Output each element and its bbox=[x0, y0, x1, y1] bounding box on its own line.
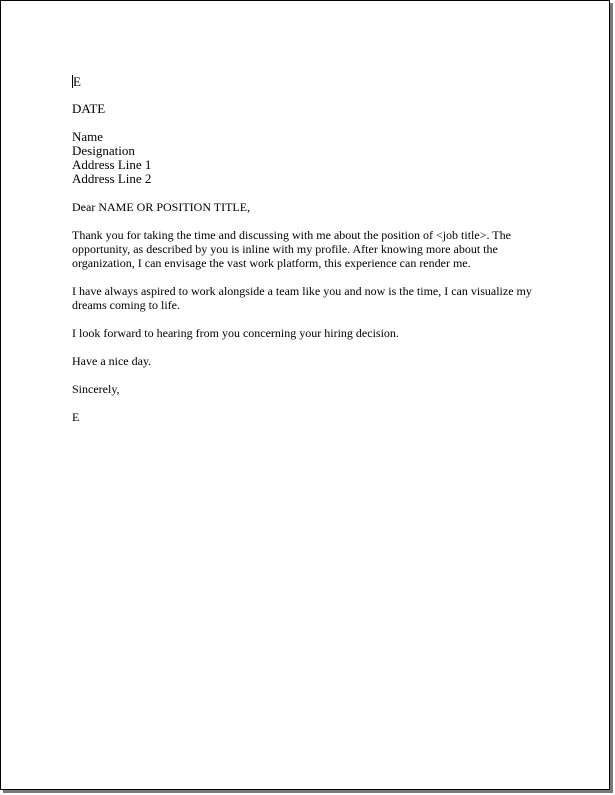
salutation: Dear NAME OR POSITION TITLE, bbox=[72, 200, 251, 214]
recipient-address-line-2: Address Line 2 bbox=[72, 171, 152, 186]
paragraph-thank-you: Thank you for taking the time and discussing with me about the position of <job title>. The opportunity, as described by you is inline with my profile. After knowing more about the organization, I can envisage the vast work platform, this experience can render me. bbox=[72, 228, 511, 270]
header-initial-line bbox=[72, 75, 542, 89]
recipient-designation: Designation bbox=[72, 143, 135, 158]
recipient-block bbox=[72, 130, 542, 186]
paragraph-aspiration: I have always aspired to work alongside a team like you and now is the time, I can visualize my dreams coming to life. bbox=[72, 284, 532, 312]
paragraph-nice-day: Have a nice day. bbox=[72, 354, 152, 368]
paragraph-look-forward: I look forward to hearing from you concerning your hiring decision. bbox=[72, 326, 399, 340]
recipient-name: Name bbox=[72, 129, 104, 144]
signature: E bbox=[72, 410, 80, 424]
header-initial[interactable]: E bbox=[73, 74, 81, 89]
recipient-address-line-1: Address Line 1 bbox=[72, 157, 152, 172]
letter-body bbox=[72, 75, 542, 424]
date-field: DATE bbox=[72, 101, 106, 116]
closing: Sincerely, bbox=[72, 382, 120, 396]
